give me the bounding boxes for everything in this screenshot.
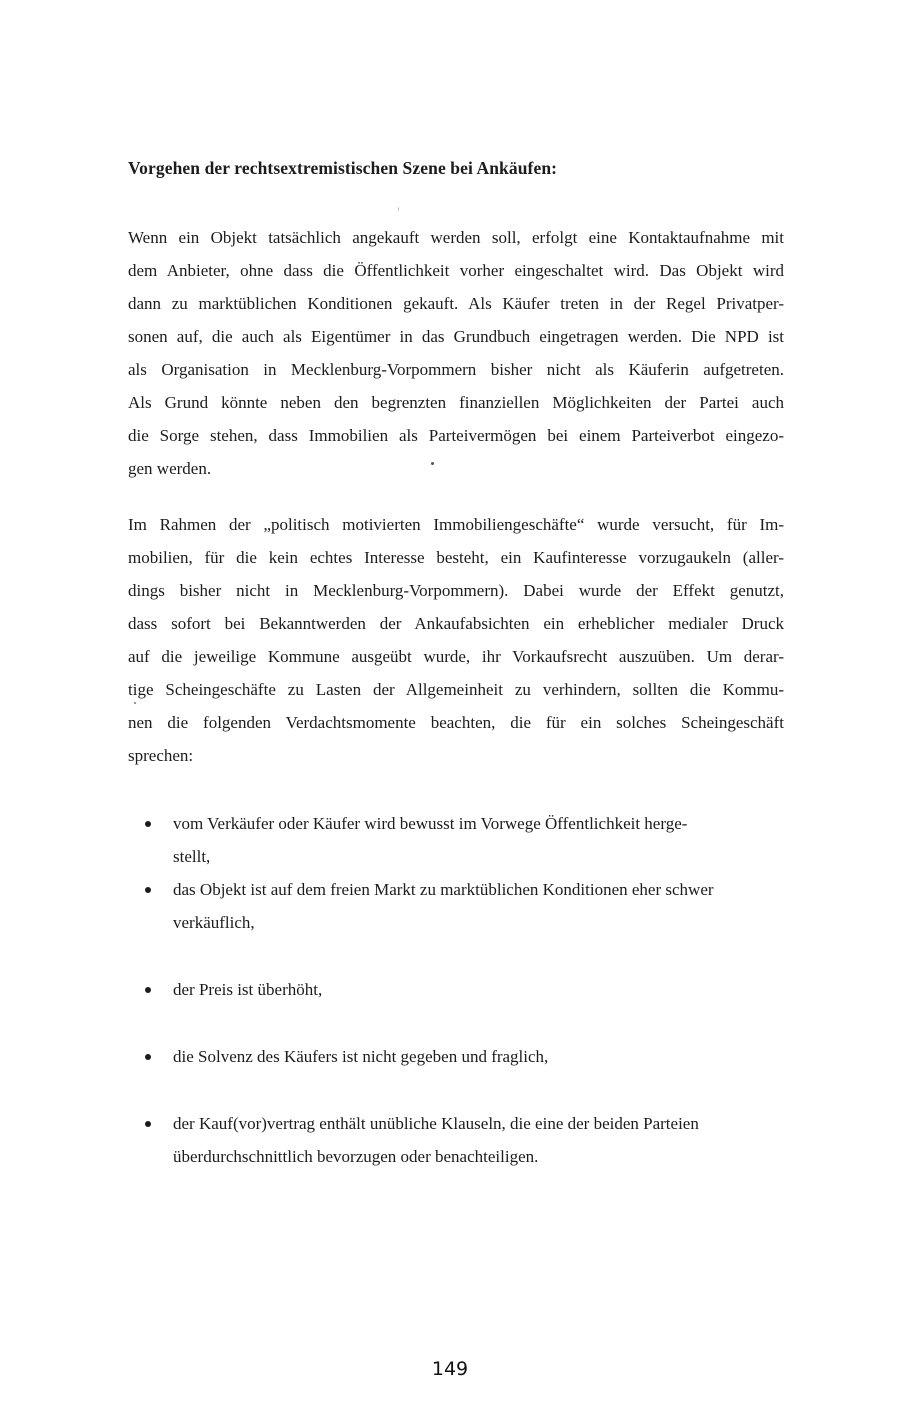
text-line: gen werden. bbox=[128, 459, 212, 478]
text-line: die Sorge stehen, dass Immobilien als Parteivermögen bei einem Parteiverbot eingezo- bbox=[128, 426, 784, 445]
text-line: Als Grund könnte neben den begrenzten finanziellen Möglichkeiten der Partei auch bbox=[128, 393, 784, 412]
page-number: 149 bbox=[431, 1358, 469, 1380]
text-line: dem Anbieter, ohne dass die Öffentlichkeit vorher eingeschaltet wird. Das Objekt wird bbox=[128, 261, 784, 280]
scan-speck bbox=[134, 702, 136, 704]
list-item bbox=[145, 1040, 785, 1073]
section-heading: Vorgehen der rechtsextremistischen Szene bei Ankäufen: bbox=[128, 158, 558, 178]
text-line: der Preis ist überhöht, bbox=[173, 980, 323, 999]
text-line: dann zu marktüblichen Konditionen gekauft. Als Käufer treten in der Regel Privatper- bbox=[128, 294, 784, 313]
bullet-icon bbox=[145, 821, 151, 827]
list-item bbox=[145, 807, 785, 873]
text-line: sprechen: bbox=[128, 746, 194, 765]
list-item bbox=[145, 1107, 785, 1173]
bullet-icon bbox=[145, 987, 151, 993]
bullet-icon bbox=[145, 1121, 151, 1127]
scan-speck bbox=[431, 462, 434, 465]
text-line: nen die folgenden Verdachtsmomente beachten, die für ein solches Scheingeschäft bbox=[128, 713, 784, 732]
text-line: vom Verkäufer oder Käufer wird bewusst im Vorwege Öffentlichkeit herge- bbox=[173, 814, 688, 833]
text-line: auf die jeweilige Kommune ausgeübt wurde, ihr Vorkaufsrecht auszuüben. Um derar- bbox=[128, 647, 784, 666]
text-line: verkäuflich, bbox=[173, 913, 255, 932]
text-line: als Organisation in Mecklenburg-Vorpommern bisher nicht als Käuferin aufgetreten. bbox=[128, 360, 784, 379]
text-line: Wenn ein Objekt tatsächlich angekauft werden soll, erfolgt eine Kontaktaufnahme mit bbox=[128, 228, 784, 247]
text-line: dass sofort bei Bekanntwerden der Ankaufabsichten ein erheblicher medialer Druck bbox=[128, 614, 784, 633]
text-line: Im Rahmen der „politisch motivierten Immobiliengeschäfte“ wurde versucht, für Im- bbox=[128, 515, 784, 534]
text-line: sonen auf, die auch als Eigentümer in das Grundbuch eingetragen werden. Die NPD ist bbox=[128, 327, 784, 346]
bullet-icon bbox=[145, 887, 151, 893]
text-line: überdurchschnittlich bevorzugen oder benachteiligen. bbox=[173, 1147, 539, 1166]
bullet-icon bbox=[145, 1054, 151, 1060]
text-line: dings bisher nicht in Mecklenburg-Vorpommern). Dabei wurde der Effekt genutzt, bbox=[128, 581, 784, 600]
text-line: mobilien, für die kein echtes Interesse besteht, ein Kaufinteresse vorzugaukeln (aller- bbox=[128, 548, 784, 567]
text-line: das Objekt ist auf dem freien Markt zu marktüblichen Konditionen eher schwer bbox=[173, 880, 714, 899]
text-line: tige Scheingeschäfte zu Lasten der Allgemeinheit zu verhindern, sollten die Kommu- bbox=[128, 680, 784, 699]
list-item bbox=[145, 873, 785, 939]
scan-speck bbox=[398, 207, 399, 211]
text-line: der Kauf(vor)vertrag enthält unübliche Klauseln, die eine der beiden Parteien bbox=[173, 1114, 699, 1133]
list-item bbox=[145, 973, 785, 1006]
text-line: die Solvenz des Käufers ist nicht gegeben und fraglich, bbox=[173, 1047, 549, 1066]
text-line: stellt, bbox=[173, 847, 211, 866]
